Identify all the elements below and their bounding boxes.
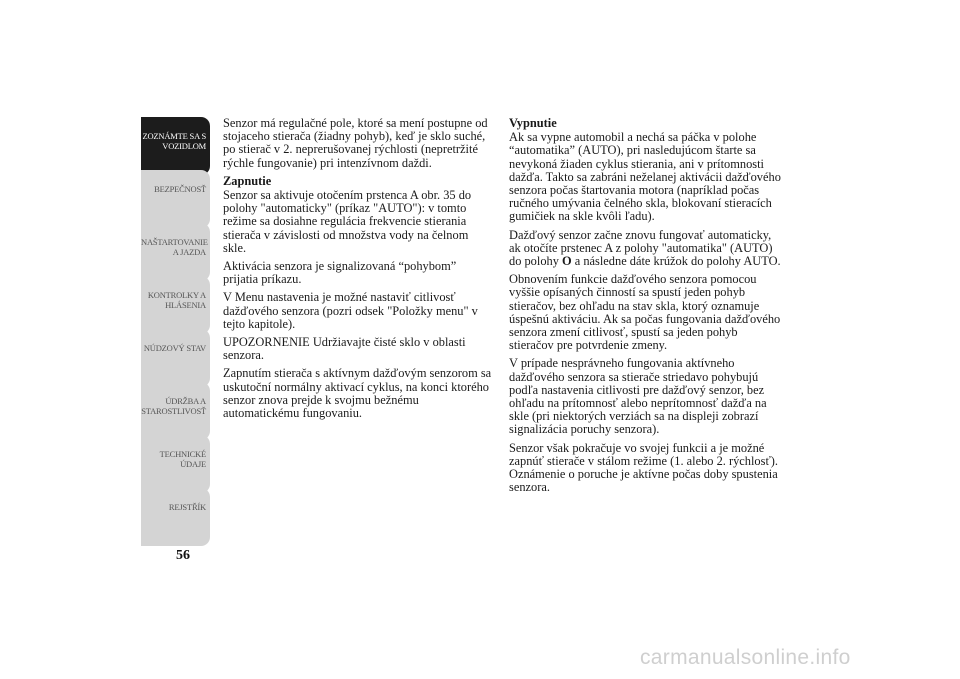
reactivation-text-end: a následne dáte krúžok do polohy AUTO. [571, 254, 781, 269]
position-o-label: O [562, 254, 572, 269]
tab-nastartovanie-a-jazda[interactable]: NAŠTARTOVANIE A JAZDA [141, 223, 210, 281]
left-text-column [223, 117, 493, 425]
heading-zapnutie: Zapnutie [223, 173, 272, 188]
watermark: carmanualsonline.info [640, 646, 851, 669]
tab-bezpecnost[interactable]: BEZPEČNOSŤ [141, 170, 210, 228]
paragraph-warning: UPOZORNENIE Udržiavajte čisté sklo v oblasti senzora. [223, 335, 466, 363]
reactivation-text-start: Dažďový senzor začne znovu fungovať automaticky, ak otočíte prstenec A z polohy "automatika" (AUTO) do polohy [509, 227, 773, 269]
tab-zoznamte-sa-s-vozidlom[interactable]: ZOZNÁMTE SA S VOZIDLOM [141, 117, 210, 175]
paragraph-restore: Obnovením funkcie dažďového senzora pomocou vyššie opísaných činností sa spustí jeden pohyb stieračov, bez ohľadu na stav skla, ktorý oznamuje úspešnú aktiváciu. Ak sa počas fungovania dažďového senzora zmení citlivosť, spustí sa jeden pohyb stieračov pre potvrdenie zmeny. [509, 272, 781, 353]
page-number: 56 [176, 548, 190, 563]
paragraph-continued-function: Senzor však pokračuje vo svojej funkcii a je možné zapnúť stierače v stálom režime (1. alebo 2. rýchlosť). Oznámenie o poruche je aktívne počas doby spustenia senzora. [509, 440, 778, 495]
paragraph-activation-signal: Aktivácia senzora je signalizovaná “pohybom” prijatia príkazu. [223, 259, 457, 287]
paragraph-malfunction: V prípade nesprávneho fungovania aktívneho dažďového senzora sa stierače striedavo pohybujú podľa nastavenia citlivosti pre dažďový senzor, bez ohľadu na prítomnosť alebo neprítomnosť dažďa na skle (pri niektorých verziách sa na displeji zobrazí signalizácia poruchy senzora). [509, 356, 767, 437]
paragraph-reactivation [509, 229, 781, 269]
tab-rejstrik[interactable]: REJSTŘÍK [141, 488, 210, 546]
paragraph-activation: Senzor sa aktivuje otočením prstenca A obr. 35 do polohy "automaticky" (príkaz "AUTO"): v tomto režime sa dosiahne regulácia frekvencie stierania stierača v závislosti od množstva vody na čelnom skle. [223, 188, 472, 255]
paragraph-deactivation: Ak sa vypne automobil a nechá sa páčka v polohe “automatika” (AUTO), pri nasledujúcom štarte sa nevykoná žiaden cyklus stierania, ani v prítomnosti dažďa. Takto sa zabráni neželanej aktivácii dažďového senzora počas štartovania motora (napríklad počas ručného umývania čelného skla, blokovaní stieracích gumičiek na skle kvôli ľadu). [509, 130, 781, 224]
right-text-column [509, 117, 781, 499]
tab-kontrolky-a-hlasenia[interactable]: KONTROLKY A HLÁSENIA [141, 276, 210, 334]
paragraph-sensitivity-menu: V Menu nastavenia je možné nastaviť citlivosť dažďového senzora (pozri odsek "Položky menu" v tejto kapitole). [223, 290, 478, 331]
paragraph-sensor-range: Senzor má regulačné pole, ktoré sa mení postupne od stojaceho stierača (žiadny pohyb), keď je sklo suché, po stierač v 2. neprerušovanej rýchlosti (nepretržité rýchle fungovanie) pri intenzívnom daždi. [223, 116, 488, 170]
tab-technicke-udaje[interactable]: TECHNICKÉ ÚDAJE [141, 435, 210, 493]
paragraph-wiper-cycle: Zapnutím stierača s aktívnym dažďovým senzorom sa uskutoční normálny aktivací cyklus, na konci ktorého senzor znova prejde k svojmu bežnému automatickému fungovaniu. [223, 366, 492, 421]
heading-vypnutie: Vypnutie [509, 116, 557, 130]
tab-udrzba-a-starostlivost[interactable]: ÚDRŽBA A STAROSTLIVOSŤ [141, 382, 210, 440]
tab-nudzovy-stav[interactable]: NÚDZOVÝ STAV [141, 329, 210, 387]
